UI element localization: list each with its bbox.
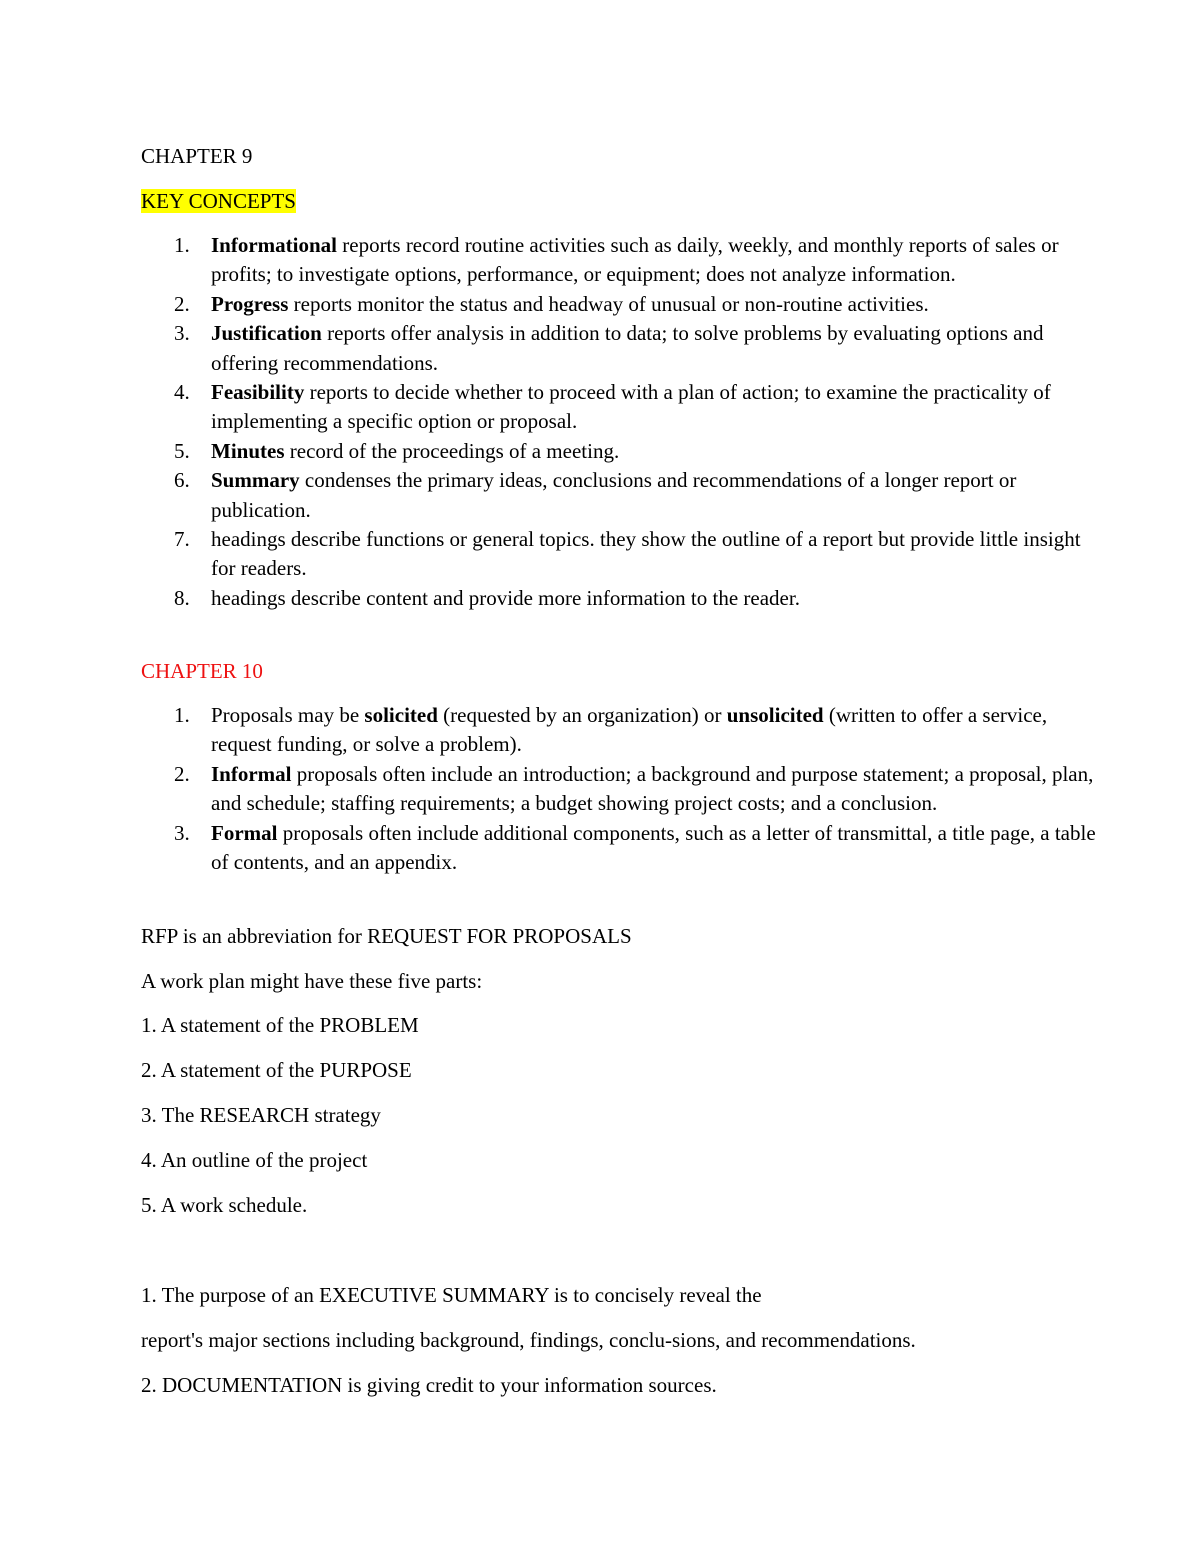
proposals-list [141, 701, 1101, 877]
chapter-9-title: CHAPTER 9 [141, 144, 253, 168]
key-concepts-label: KEY CONCEPTS [141, 189, 296, 213]
list-item: 4. Feasibility reports to decide whether to proceed with a plan of action; to examine the practicality of implementing a specific option or proposal. [174, 380, 1051, 434]
key-concepts-list [141, 231, 1101, 613]
list-item: 8. headings describe content and provide more information to the reader. [174, 585, 800, 610]
work-plan-part: 3. The RESEARCH strategy [141, 1103, 381, 1127]
list-item: 2. Informal proposals often include an introduction; a background and purpose statement; a proposal, plan, and schedule; staffing requirements; a budget showing project costs; and a conclusion. [174, 761, 1094, 816]
list-item: 3. Justification reports offer analysis in addition to data; to solve problems by evaluating options and offering recommendations. [174, 321, 1044, 375]
work-plan-intro: A work plan might have these five parts: [141, 969, 483, 993]
rfp-definition: RFP is an abbreviation for REQUEST FOR PROPOSALS [141, 924, 632, 948]
list-item: 7. headings describe functions or general topics. they show the outline of a report but provide little insight for readers. [174, 527, 1081, 581]
list-item: 1. Proposals may be solicited (requested by an organization) or unsolicited (written to offer a service, request funding, or solve a problem). [174, 703, 1048, 757]
chapter-10-title: CHAPTER 10 [141, 659, 263, 683]
work-plan-part: 2. A statement of the PURPOSE [141, 1058, 412, 1082]
list-item: 6. Summary condenses the primary ideas, conclusions and recommendations of a longer report or publication. [174, 468, 1017, 522]
list-item: 3. Formal proposals often include additional components, such as a letter of transmittal, a title page, a table of contents, and an appendix. [174, 820, 1096, 875]
executive-summary-line: 1. The purpose of an EXECUTIVE SUMMARY is to concisely reveal the [141, 1283, 762, 1307]
documentation-line: 2. DOCUMENTATION is giving credit to your information sources. [141, 1373, 717, 1397]
executive-summary-line: report's major sections including background, findings, conclu-sions, and recommendations. [141, 1328, 916, 1352]
list-item: 5. Minutes record of the proceedings of a meeting. [174, 438, 620, 463]
work-plan-part: 4. An outline of the project [141, 1148, 368, 1172]
work-plan-part: 5. A work schedule. [141, 1193, 308, 1217]
key-concepts-heading [141, 186, 296, 216]
list-item: 1. Informational reports record routine activities such as daily, weekly, and monthly reports of sales or profits; to investigate options, performance, or equipment; does not analyze information. [174, 233, 1059, 287]
work-plan-part: 1. A statement of the PROBLEM [141, 1013, 419, 1037]
list-item: 2. Progress reports monitor the status and headway of unusual or non-routine activities. [174, 291, 929, 316]
